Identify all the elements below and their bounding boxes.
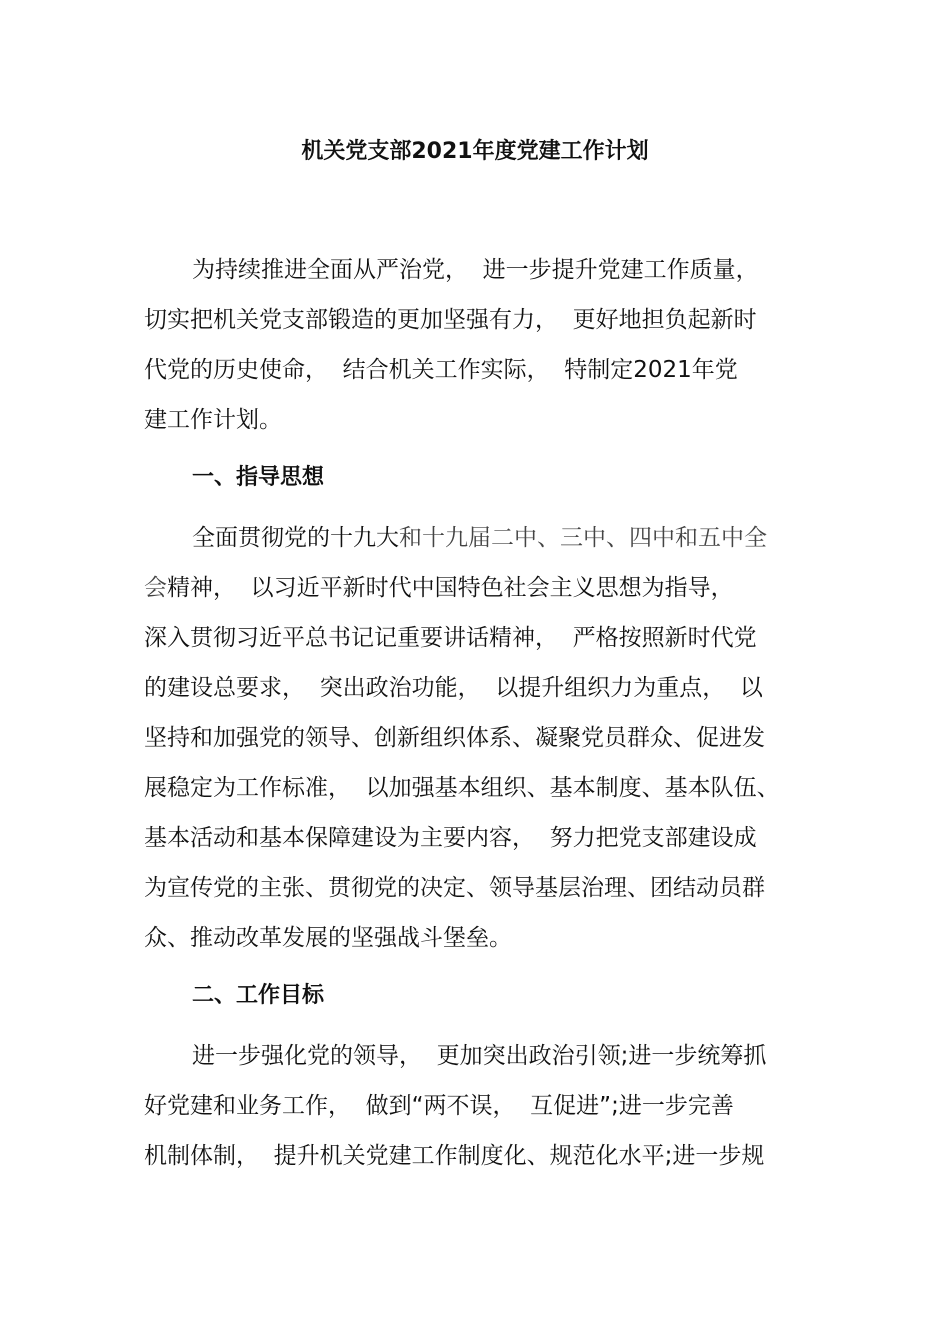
intro-line-1: 为持续推进全面从严治党， 进一步提升党建工作质量， bbox=[192, 257, 759, 283]
section1-line-9: 众、推动改革发展的坚强战斗堡垒。 bbox=[144, 925, 512, 951]
section1-line-2-part-b: 精神， 以习近平新时代中国特色社会主义思想为指导， bbox=[167, 575, 734, 601]
document-title: 机关党支部2021年度党建工作计划 bbox=[301, 139, 649, 164]
section2-line-1: 进一步强化党的领导， 更加突出政治引领;进一步统筹抓 bbox=[192, 1043, 767, 1069]
section1-line-1-part-a: 全面贯彻党的十九大 bbox=[192, 525, 399, 551]
section2-line-3: 机制体制， 提升机关党建工作制度化、规范化水平;进一步规 bbox=[144, 1143, 765, 1169]
intro-line-3: 代党的历史使命， 结合机关工作实际， 特制定2021年党 bbox=[144, 357, 738, 383]
intro-line-2: 切实把机关党支部锻造的更加坚强有力， 更好地担负起新时 bbox=[144, 307, 757, 333]
section2-line-2: 好党建和业务工作， 做到“两不误， 互促进”;进一步完善 bbox=[144, 1093, 734, 1119]
section1-line-1-part-b: 和十九届二中、三中、四中和五中全 bbox=[399, 525, 767, 551]
section1-line-8: 为宣传党的主张、贯彻党的决定、领导基层治理、团结动员群 bbox=[144, 875, 765, 901]
section1-line-6: 展稳定为工作标准， 以加强基本组织、基本制度、基本队伍、 bbox=[144, 775, 780, 801]
section1-line-7: 基本活动和基本保障建设为主要内容， 努力把党支部建设成 bbox=[144, 825, 757, 851]
section-heading-guiding-thought: 一、指导思想 bbox=[192, 465, 325, 490]
section1-line-3: 深入贯彻习近平总书记记重要讲话精神， 严格按照新时代党 bbox=[144, 625, 757, 651]
section-heading-work-goals: 二、工作目标 bbox=[192, 983, 325, 1008]
section1-line-4: 的建设总要求， 突出政治功能， 以提升组织力为重点， 以 bbox=[144, 675, 763, 701]
section1-line-2 bbox=[144, 572, 734, 604]
section1-line-5: 坚持和加强党的领导、创新组织体系、凝聚党员群众、促进发 bbox=[144, 725, 765, 751]
section1-line-1 bbox=[192, 522, 767, 554]
intro-line-4: 建工作计划。 bbox=[144, 407, 282, 433]
section1-line-2-part-a: 会 bbox=[144, 575, 167, 601]
